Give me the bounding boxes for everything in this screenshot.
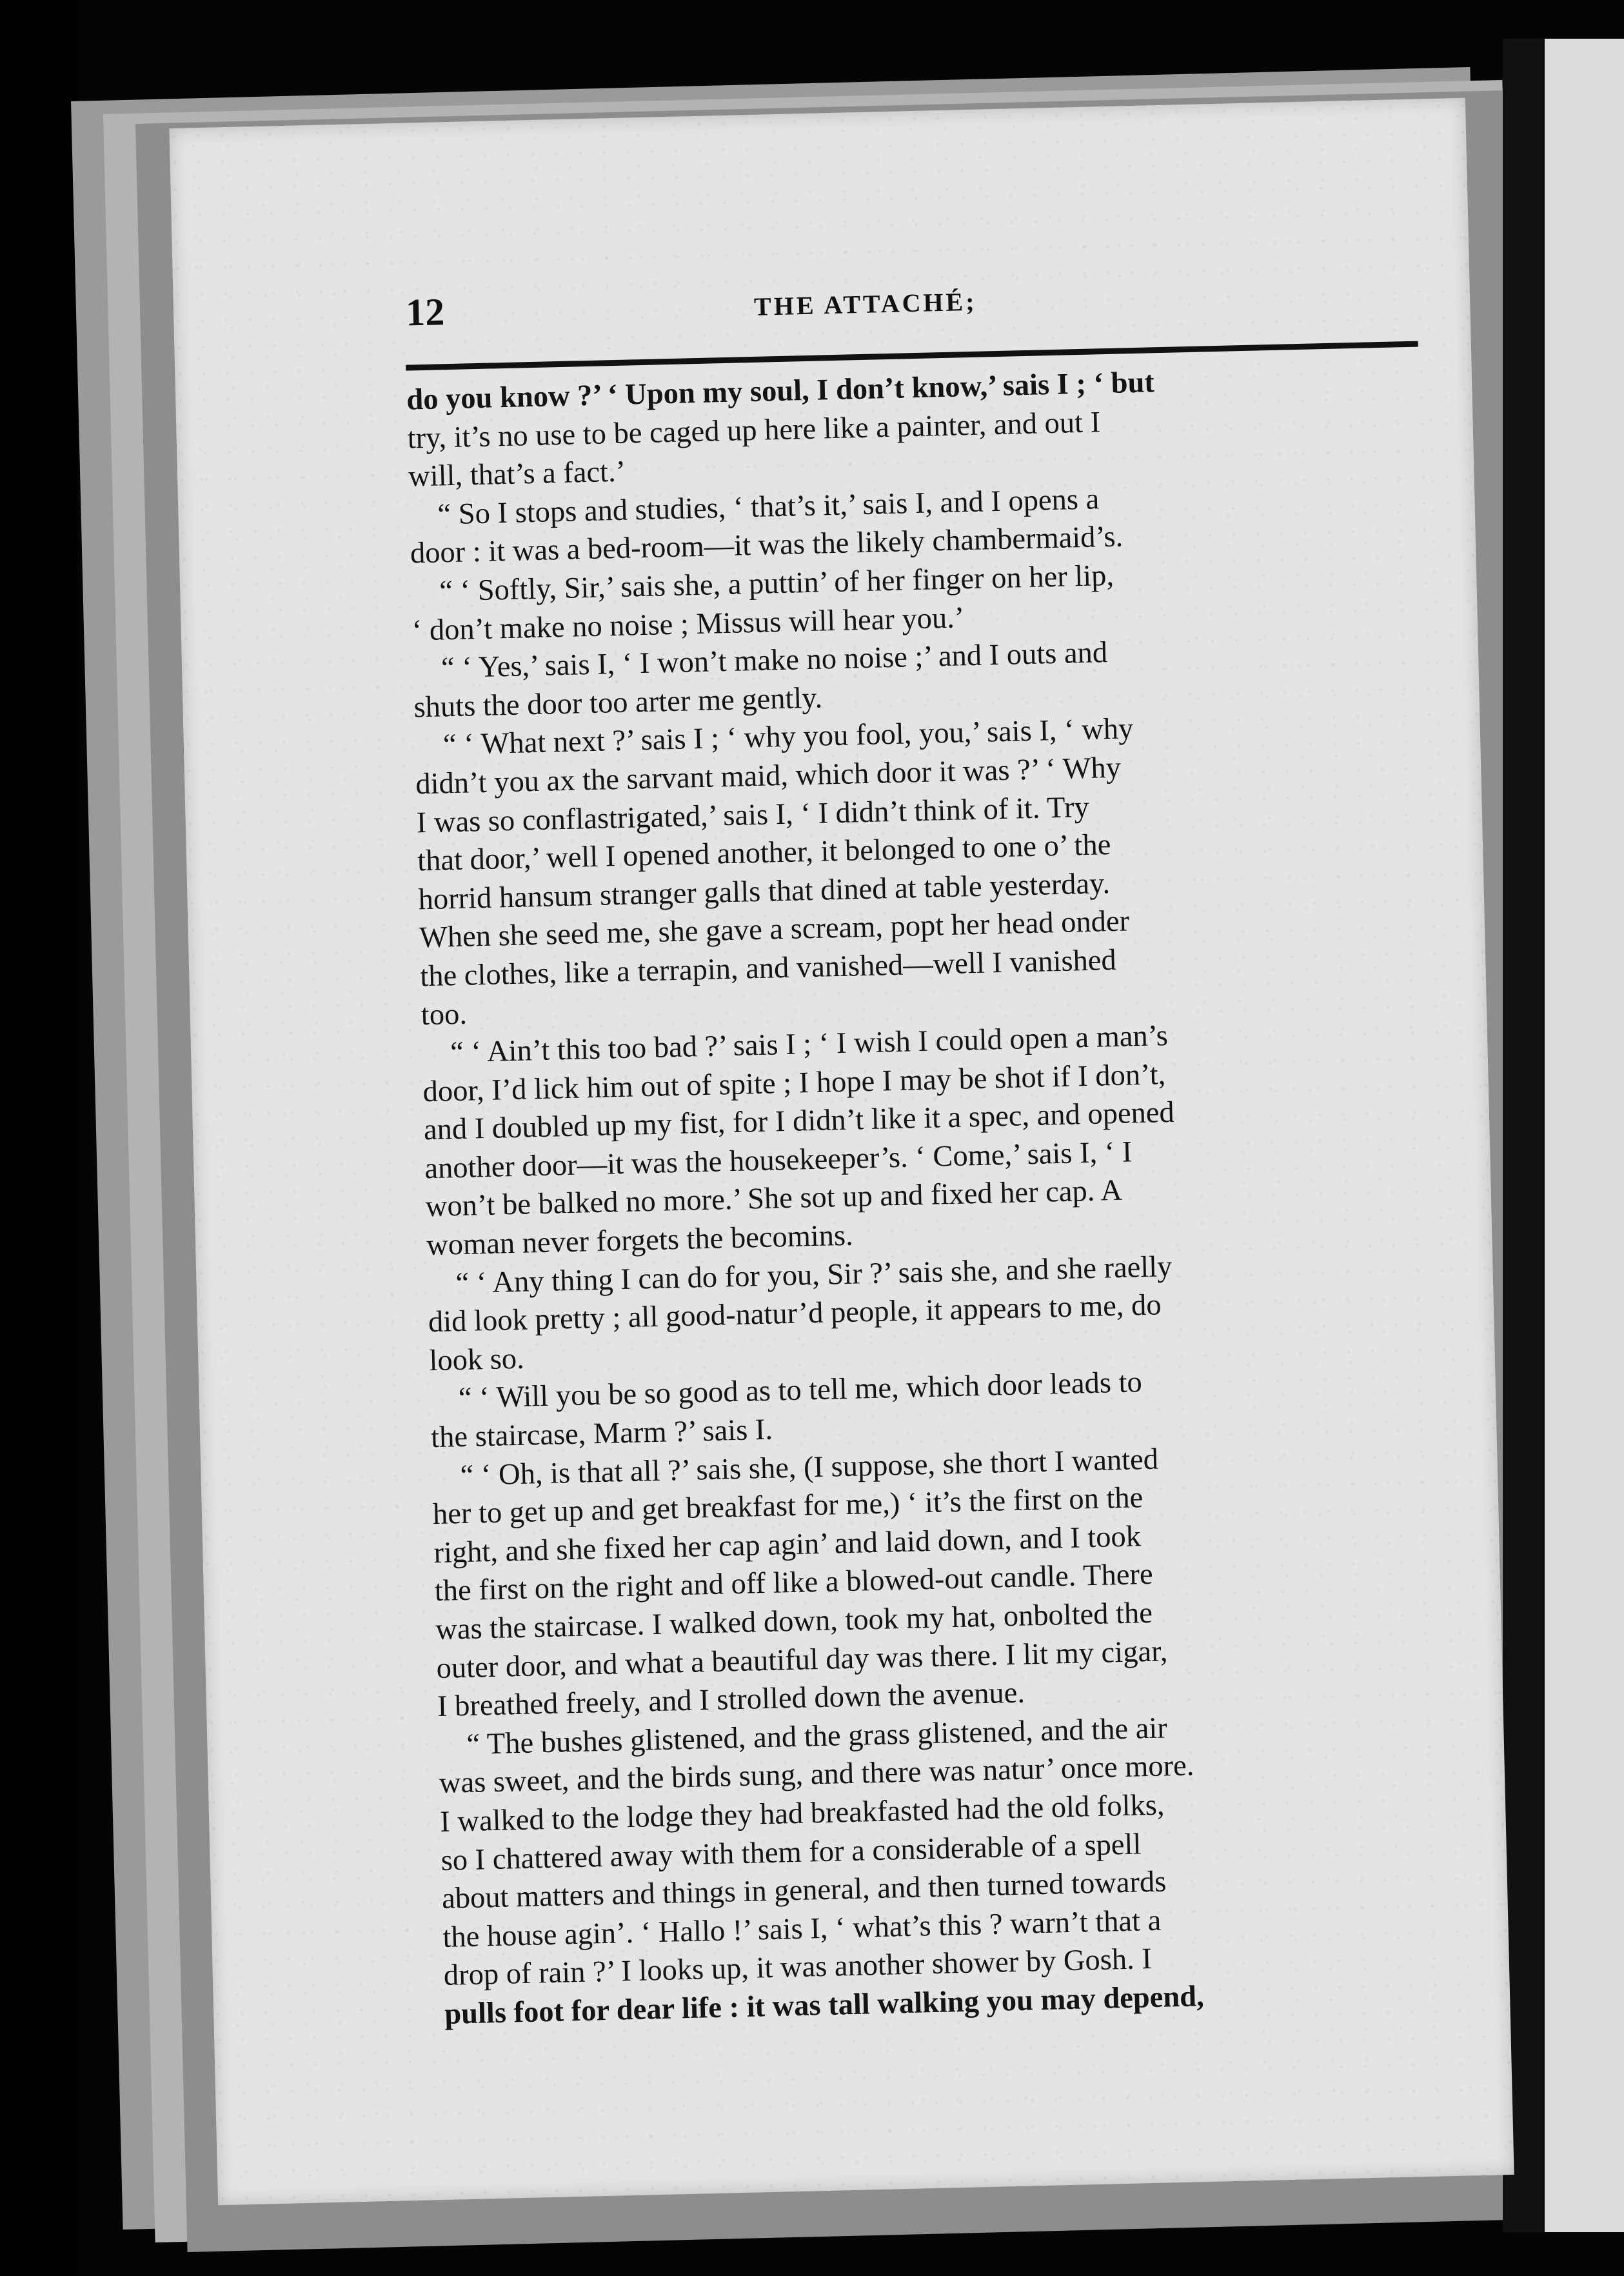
text-line: outer door, and what a beautiful day was there. I lit my cigar, [436, 1634, 1168, 1685]
text-line: ‘ don’t make no noise ; Missus will hear you.’ [411, 601, 965, 648]
text-line: was sweet, and the birds sung, and there was natur’ once more. [439, 1749, 1194, 1801]
text-line: too. [421, 997, 468, 1032]
text-line: about matters and things in general, and then turned towards [441, 1865, 1167, 1916]
text-line: When she seed me, she gave a scream, popt her head onder [419, 904, 1130, 955]
body-text [406, 357, 1458, 2034]
text-line: door, I’d lick him out of spite ; I hope I may be shot if I don’t, [422, 1057, 1166, 1108]
facing-page-edge [1545, 39, 1624, 2232]
page-number: 12 [405, 290, 445, 334]
text-line: I was so conflastrigated,’ sais I, ‘ I didn’t think of it. Try [416, 790, 1090, 839]
text-line: drop of rain ?’ I looks up, it was another shower by Gosh. I [443, 1942, 1153, 1993]
text-line: horrid hansum stranger galls that dined at table yesterday. [418, 866, 1111, 917]
text-line: won’t be balked no more.’ She sot up and fixed her cap. A [425, 1174, 1123, 1224]
text-line: I breathed freely, and I strolled down the avenue. [437, 1676, 1025, 1724]
text-line: the clothes, like a terrapin, and vanished—well I vanished [419, 943, 1117, 993]
text-line: and I doubled up my fist, for I didn’t like it a spec, and opened [423, 1096, 1175, 1147]
text-line: “ ‘ What next ?’ sais I ; ‘ why you fool, you,’ sais I, ‘ why [442, 712, 1134, 762]
text-line: right, and she fixed her cap agin’ and laid down, and I took [433, 1520, 1142, 1570]
text-line: so I chattered away with them for a considerable of a spell [441, 1827, 1142, 1877]
text-line: the first on the right and off like a blowed-out candle. There [434, 1558, 1154, 1608]
text-line: do you know ?’ ‘ Upon my soul, I don’t know,’ sais I ; ‘ but [406, 366, 1155, 417]
text-line: “ So I stops and studies, ‘ that’s it,’ sais I, and I opens a [437, 483, 1100, 532]
text-line: “ ‘ Any thing I can do for you, Sir ?’ sais she, and she raelly [455, 1250, 1173, 1300]
text-line: did look pretty ; all good-natur’d people, it appears to me, do [428, 1288, 1162, 1339]
text-line: I walked to the lodge they had breakfasted had the old folks, [439, 1788, 1165, 1839]
text-line: door : it was a bed-room—it was the likely chambermaid’s. [410, 520, 1124, 570]
text-line: “ ‘ Will you be so good as to tell me, which door leads to [458, 1366, 1143, 1415]
text-line: that door,’ well I opened another, it belonged to one o’ the [417, 828, 1111, 878]
text-line: look so. [428, 1342, 525, 1377]
text-line: “ ‘ Ain’t this too bad ?’ sais I ; ‘ I wish I could open a man’s [450, 1019, 1169, 1070]
text-line: another door—it was the housekeeper’s. ‘ Come,’ sais I, ‘ I [424, 1135, 1133, 1186]
text-line: pulls foot for dear life : it was tall walking you may depend, [444, 1980, 1205, 2031]
page-header [405, 267, 1412, 349]
text-line: “ ‘ Softly, Sir,’ sais she, a puttin’ of her finger on her lip, [439, 559, 1114, 608]
text-line: “ ‘ Oh, is that all ?’ sais she, (I suppose, she thort I wanted [460, 1442, 1159, 1492]
text-line: try, it’s no use to be caged up here like a painter, and out I [407, 405, 1101, 455]
text-line: will, that’s a fact.’ [408, 455, 626, 494]
running-title: THE ATTACHÉ; [753, 286, 978, 321]
text-line: was the staircase. I walked down, took my hat, onbolted the [435, 1596, 1153, 1647]
text-line: the house agin’. ‘ Hallo !’ sais I, ‘ what’s this ? warn’t that a [442, 1904, 1162, 1954]
text-line: didn’t you ax the sarvant maid, which door it was ?’ ‘ Why [415, 751, 1122, 801]
book-gutter [1503, 39, 1551, 2232]
text-line: the staircase, Marm ?’ sais I. [430, 1413, 773, 1455]
text-line: woman never forgets the becomins. [426, 1219, 854, 1263]
page-sheet [169, 98, 1514, 2205]
text-line: her to get up and get breakfast for me,) ‘ it’s the first on the [432, 1481, 1144, 1532]
scan-border-left [0, 0, 77, 2276]
text-line: shuts the door too arter me gently. [413, 681, 823, 724]
text-line: “ ‘ Yes,’ sais I, ‘ I won’t make no noise ;’ and I outs and [441, 636, 1108, 685]
text-line: “ The bushes glistened, and the grass glistened, and the air [466, 1712, 1168, 1761]
